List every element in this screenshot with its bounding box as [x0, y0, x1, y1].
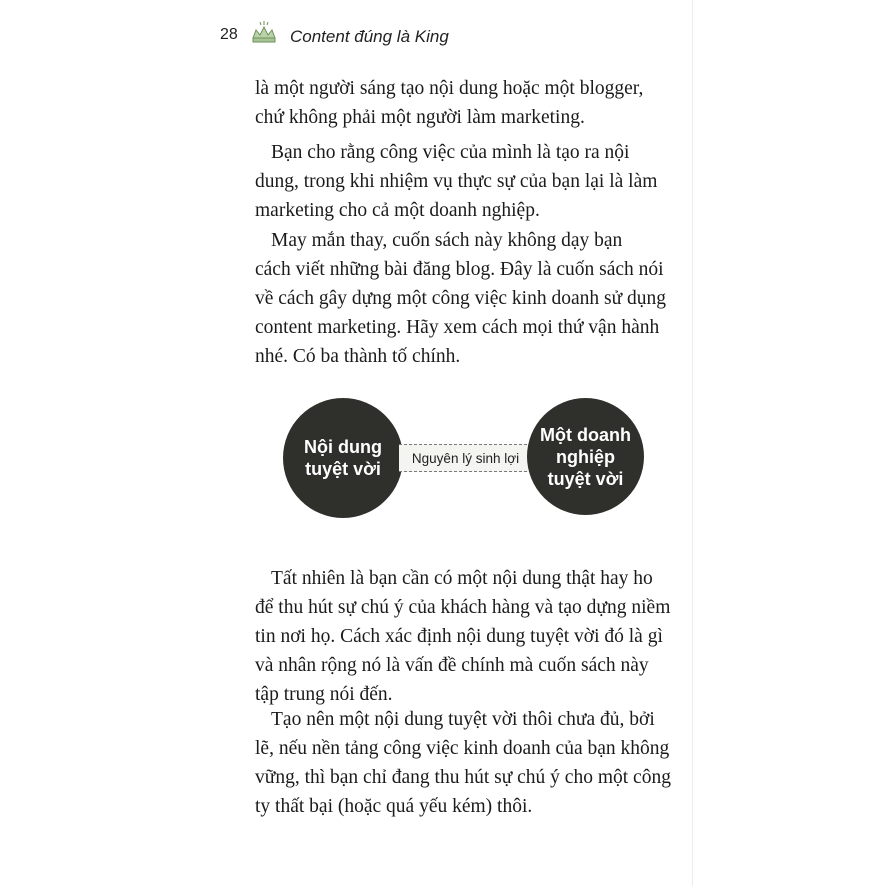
circle-label-line: Một doanh [540, 424, 631, 445]
text-line: Tất nhiên là bạn cần có một nội dung thật hay ho [271, 568, 653, 589]
text-line: marketing cho cả một doanh nghiệp. [255, 200, 540, 221]
running-title: Content đúng là King [290, 27, 449, 46]
profit-principle-connector [399, 444, 532, 472]
great-content-circle [283, 398, 403, 518]
circle-label-line: Nội dung [304, 437, 382, 457]
paragraph-1 [255, 74, 670, 132]
text-line: tập trung nói đến. [255, 684, 393, 705]
text-line: tin nơi họ. Cách xác định nội dung tuyệt vời đó là gì [255, 626, 663, 647]
paragraph-4 [255, 564, 670, 709]
page-edge [692, 0, 886, 886]
paragraph-3 [255, 226, 670, 371]
text-line: và nhân rộng nó là vấn đề chính mà cuốn sách này [255, 655, 649, 676]
text-line: content marketing. Hãy xem cách mọi thứ vận hành [255, 317, 660, 338]
connector-label: Nguyên lý sinh lợi [411, 450, 520, 466]
crown-icon [250, 20, 278, 48]
circle-label-line: tuyệt vời [547, 468, 624, 489]
text-line: là một người sáng tạo nội dung hoặc một blogger, [255, 78, 644, 99]
text-line: cách viết những bài đăng blog. Đây là cuốn sách nói [255, 259, 664, 280]
text-line: để thu hút sự chú ý của khách hàng và tạo dựng niềm [255, 597, 671, 618]
text-line: chứ không phải một người làm marketing. [255, 107, 585, 128]
great-business-circle [527, 398, 644, 515]
paragraph-5 [255, 705, 670, 821]
paragraph-2 [255, 138, 670, 225]
page-number: 28 [220, 26, 238, 43]
text-line: về cách gây dựng một công việc kinh doanh sử dụng [255, 288, 667, 309]
circle-label-line: tuyệt vời [305, 459, 381, 479]
text-line: lẽ, nếu nền tảng công việc kinh doanh của bạn không [255, 738, 670, 759]
text-line: vững, thì bạn chỉ đang thu hút sự chú ý cho một công [255, 767, 671, 788]
text-line: Tạo nên một nội dung tuyệt vời thôi chưa đủ, bởi [271, 709, 655, 730]
text-line: ty thất bại (hoặc quá yếu kém) thôi. [255, 796, 533, 817]
text-line: dung, trong khi nhiệm vụ thực sự của bạn lại là làm [255, 171, 658, 192]
text-line: Bạn cho rằng công việc của mình là tạo ra nội [271, 142, 630, 163]
text-line: nhé. Có ba thành tố chính. [255, 346, 461, 367]
text-line: May mắn thay, cuốn sách này không dạy bạn [271, 230, 623, 251]
circle-label-line: nghiệp [556, 446, 615, 467]
running-header [220, 20, 660, 56]
